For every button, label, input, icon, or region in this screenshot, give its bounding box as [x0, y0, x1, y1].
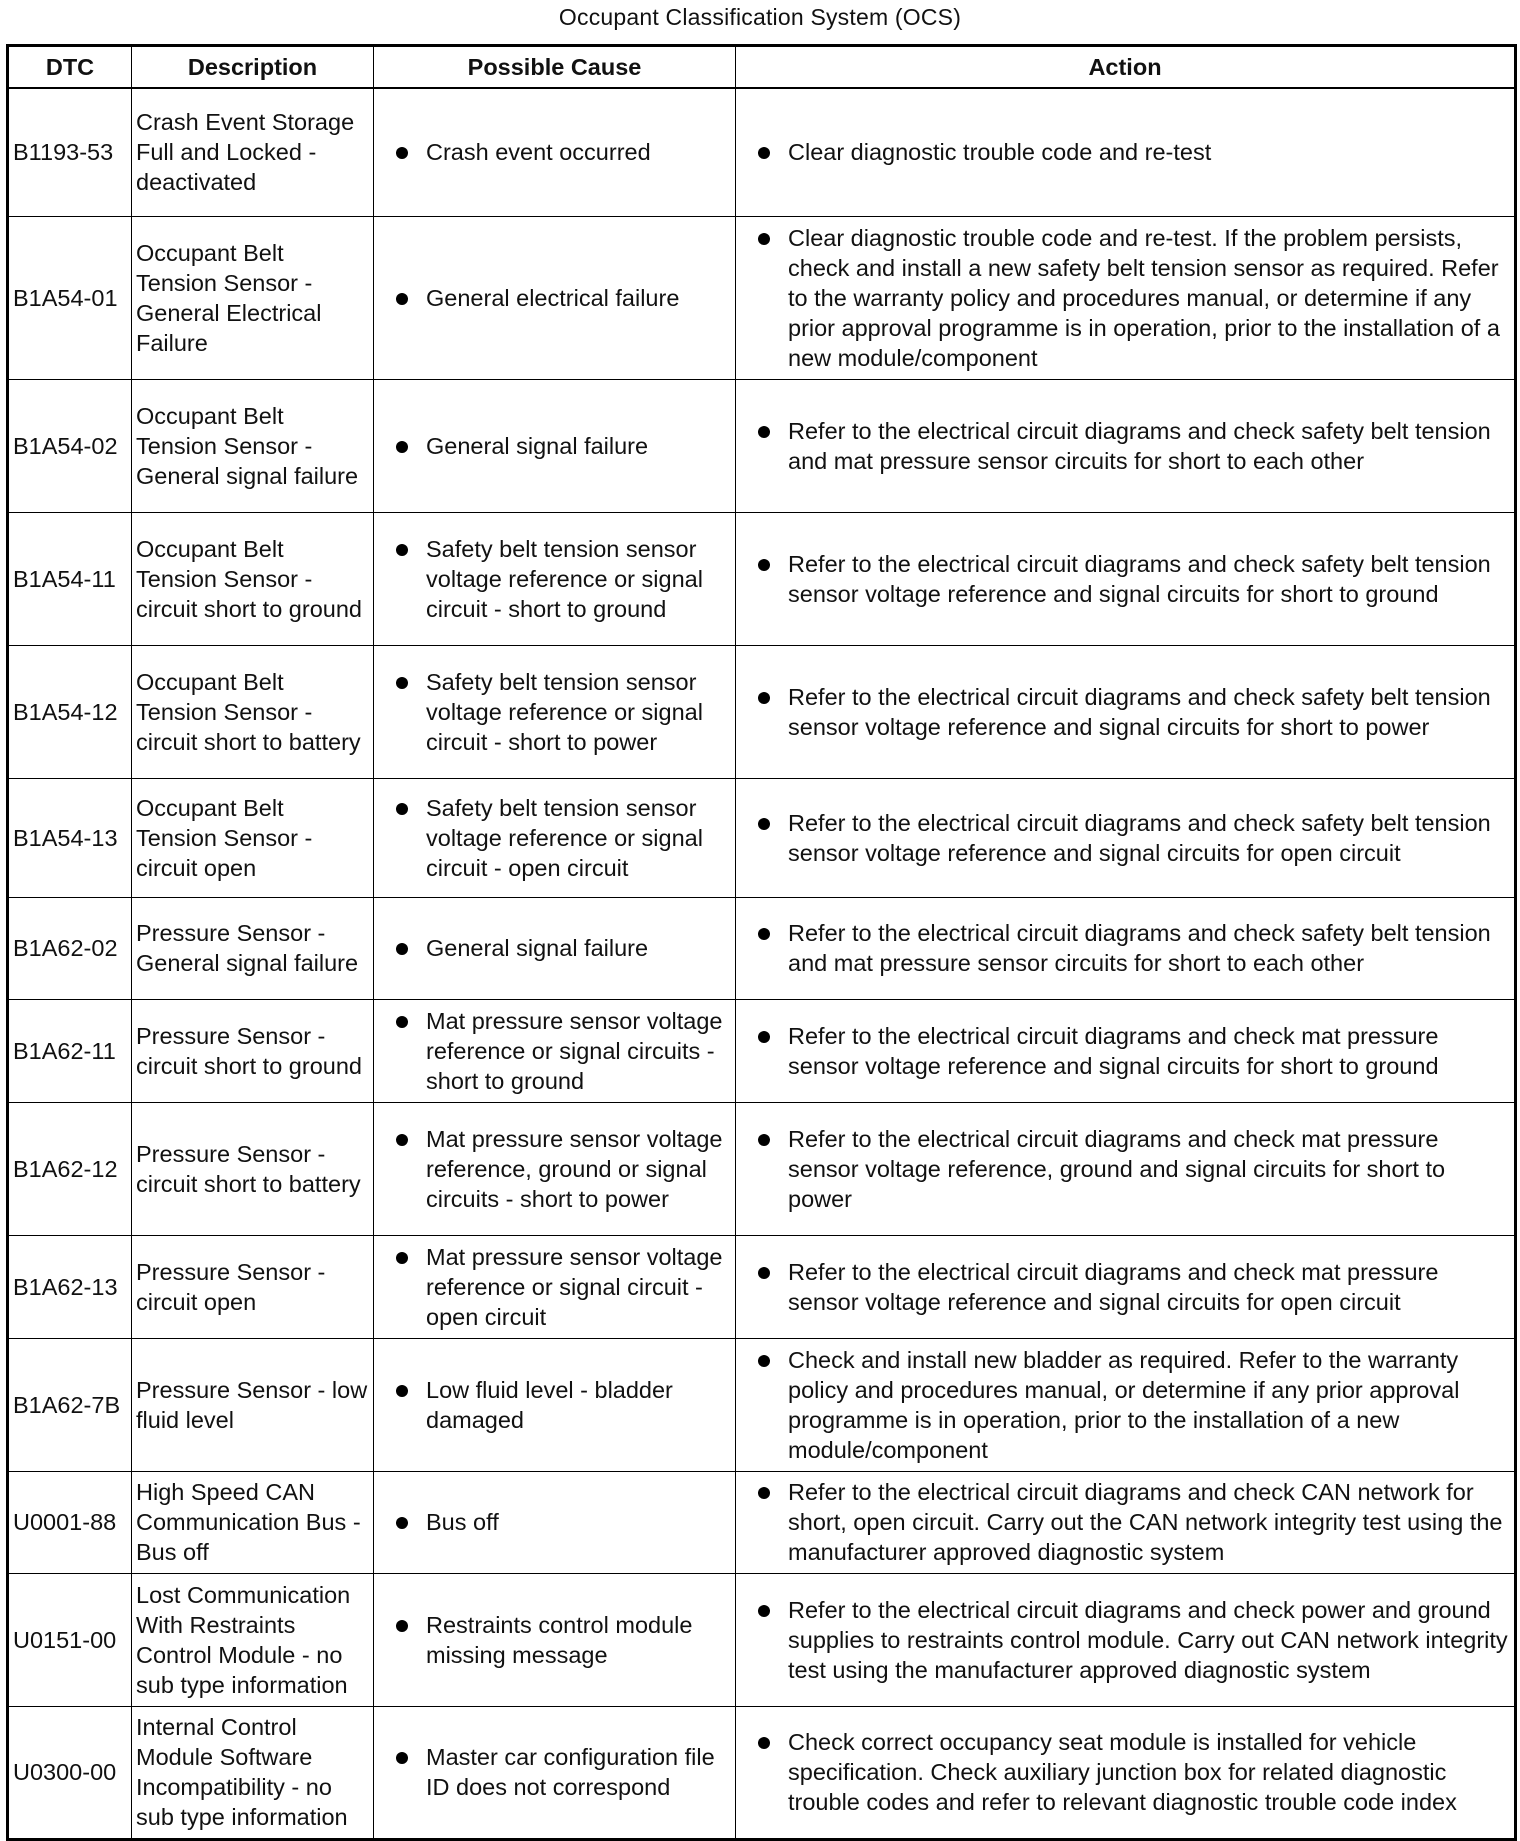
bullet-item [740, 918, 1510, 978]
bullet-list [740, 918, 1510, 978]
dtc-code: B1A54-11 [8, 512, 132, 645]
bullet-item [378, 137, 731, 167]
bullet-list [740, 808, 1510, 868]
table-row [8, 1573, 1516, 1706]
bullet-item [740, 549, 1510, 609]
bullet-item [378, 534, 731, 624]
possible-cause-cell [374, 1471, 736, 1573]
bullet-dot-icon [758, 928, 770, 940]
table-row [8, 1471, 1516, 1573]
action-text: Refer to the electrical circuit diagrams and check CAN network for short, open circuit. Carry out the CAN network integrity test using the manufacturer approved diagnostic system [788, 1479, 1503, 1565]
action-cell [736, 1235, 1516, 1338]
action-text: Refer to the electrical circuit diagrams and check safety belt tension sensor voltage reference and signal circuits for short to power [788, 683, 1491, 740]
action-text: Refer to the electrical circuit diagrams and check safety belt tension sensor voltage reference and signal circuits for open circuit [788, 809, 1491, 866]
bullet-item [740, 137, 1510, 167]
bullet-dot-icon [396, 1016, 408, 1028]
bullet-list [740, 1345, 1510, 1465]
header-dtc: DTC [8, 46, 132, 89]
header-row [8, 46, 1516, 89]
action-cell [736, 216, 1516, 379]
possible-cause-cell [374, 1235, 736, 1338]
possible-cause-text: Crash event occurred [426, 139, 651, 166]
dtc-description: Occupant Belt Tension Sensor - General signal failure [132, 379, 374, 512]
bullet-dot-icon [396, 1252, 408, 1264]
dtc-code: B1A62-11 [8, 999, 132, 1102]
action-cell [736, 512, 1516, 645]
possible-cause-text: Bus off [426, 1509, 499, 1535]
bullet-item [740, 416, 1510, 476]
dtc-description: Pressure Sensor - circuit short to battery [132, 1102, 374, 1235]
bullet-dot-icon [758, 692, 770, 704]
action-cell [736, 1706, 1516, 1839]
dtc-description: High Speed CAN Communication Bus - Bus off [132, 1471, 374, 1573]
bullet-dot-icon [758, 1487, 770, 1499]
dtc-code: B1193-53 [8, 88, 132, 216]
bullet-dot-icon [758, 818, 770, 830]
dtc-description: Occupant Belt Tension Sensor - circuit short to ground [132, 512, 374, 645]
dtc-description: Pressure Sensor - circuit open [132, 1235, 374, 1338]
bullet-item [378, 1375, 731, 1435]
bullet-list [740, 682, 1510, 742]
bullet-dot-icon [758, 147, 770, 159]
bullet-dot-icon [396, 544, 408, 556]
bullet-list [740, 1257, 1510, 1317]
possible-cause-text: Master car configuration file ID does not correspond [426, 1744, 715, 1800]
table-body [8, 88, 1516, 1839]
possible-cause-text: Safety belt tension sensor voltage reference or signal circuit - open circuit [426, 794, 703, 881]
bullet-dot-icon [758, 1134, 770, 1146]
possible-cause-text: Mat pressure sensor voltage reference, ground or signal circuits - short to power [426, 1125, 723, 1212]
bullet-item [378, 1006, 731, 1096]
bullet-dot-icon [758, 233, 770, 245]
dtc-description: Pressure Sensor - low fluid level [132, 1338, 374, 1471]
dtc-table [6, 44, 1517, 1841]
bullet-item [378, 283, 731, 313]
bullet-item [740, 1477, 1510, 1567]
dtc-code: B1A62-7B [8, 1338, 132, 1471]
dtc-description: Pressure Sensor - circuit short to ground [132, 999, 374, 1102]
bullet-dot-icon [758, 1267, 770, 1279]
table-row [8, 88, 1516, 216]
action-text: Check correct occupancy seat module is installed for vehicle specification. Check auxiliary junction box for related diagnostic trouble codes and refer to relevant diagnostic trouble code index [788, 1729, 1457, 1815]
action-cell [736, 1471, 1516, 1573]
dtc-code: B1A54-01 [8, 216, 132, 379]
bullet-dot-icon [396, 943, 408, 955]
action-cell [736, 1338, 1516, 1471]
dtc-description: Crash Event Storage Full and Locked - deactivated [132, 88, 374, 216]
possible-cause-text: General signal failure [426, 935, 649, 961]
bullet-dot-icon [758, 1605, 770, 1617]
action-cell [736, 778, 1516, 897]
bullet-item [378, 1507, 731, 1537]
bullet-dot-icon [758, 559, 770, 571]
header-description: Description [132, 46, 374, 89]
bullet-dot-icon [396, 677, 408, 689]
possible-cause-text: Mat pressure sensor voltage reference or signal circuits - short to ground [426, 1007, 723, 1094]
dtc-description: Occupant Belt Tension Sensor - circuit short to battery [132, 645, 374, 778]
possible-cause-cell [374, 88, 736, 216]
possible-cause-cell [374, 1338, 736, 1471]
dtc-description: Occupant Belt Tension Sensor - circuit open [132, 778, 374, 897]
header-possible-cause: Possible Cause [374, 46, 736, 89]
bullet-list [378, 1124, 731, 1214]
dtc-code: U0151-00 [8, 1573, 132, 1706]
action-cell [736, 1102, 1516, 1235]
bullet-list [740, 1595, 1510, 1685]
dtc-code: B1A62-12 [8, 1102, 132, 1235]
possible-cause-cell [374, 778, 736, 897]
action-text: Clear diagnostic trouble code and re-test. If the problem persists, check and install a new safety belt tension sensor as required. Refer to the warranty policy and procedures manual, or determine if any prior approval programme is in operation, prior to the installation of a new module/component [788, 224, 1500, 371]
action-text: Check and install new bladder as required. Refer to the warranty policy and procedures manual, or determine if any prior approval programme is in operation, prior to the installation of a new module/component [788, 1346, 1460, 1463]
possible-cause-text: General electrical failure [426, 284, 680, 311]
bullet-list [378, 431, 731, 461]
bullet-dot-icon [396, 803, 408, 815]
dtc-description: Lost Communication With Restraints Control Module - no sub type information [132, 1573, 374, 1706]
possible-cause-cell [374, 1102, 736, 1235]
bullet-dot-icon [396, 441, 408, 453]
action-text: Refer to the electrical circuit diagrams and check safety belt tension and mat pressure sensor circuits for short to each other [788, 920, 1491, 976]
action-text: Refer to the electrical circuit diagrams and check mat pressure sensor voltage reference and signal circuits for open circuit [788, 1258, 1439, 1315]
bullet-list [378, 1742, 731, 1802]
bullet-dot-icon [758, 1031, 770, 1043]
bullet-list [740, 416, 1510, 476]
bullet-list [740, 1021, 1510, 1081]
bullet-item [378, 1742, 731, 1802]
bullet-list [740, 549, 1510, 609]
possible-cause-cell [374, 645, 736, 778]
bullet-item [378, 793, 731, 883]
possible-cause-cell [374, 512, 736, 645]
possible-cause-text: Safety belt tension sensor voltage reference or signal circuit - short to power [426, 668, 703, 755]
bullet-dot-icon [396, 1134, 408, 1146]
bullet-dot-icon [396, 1385, 408, 1397]
bullet-item [378, 933, 731, 963]
possible-cause-cell [374, 999, 736, 1102]
bullet-dot-icon [758, 426, 770, 438]
dtc-code: B1A54-12 [8, 645, 132, 778]
table-row [8, 216, 1516, 379]
action-text: Refer to the electrical circuit diagrams and check power and ground supplies to restraints control module. Carry out CAN network integrity test using the manufacturer approved diagnostic system [788, 1596, 1508, 1683]
bullet-list [378, 137, 731, 167]
bullet-item [740, 1021, 1510, 1081]
bullet-list [378, 1507, 731, 1537]
bullet-list [378, 793, 731, 883]
table-row [8, 999, 1516, 1102]
possible-cause-text: Safety belt tension sensor voltage reference or signal circuit - short to ground [426, 535, 703, 622]
table-row [8, 379, 1516, 512]
table-row [8, 645, 1516, 778]
table-row [8, 1235, 1516, 1338]
table-row [8, 1706, 1516, 1839]
bullet-item [378, 1124, 731, 1214]
bullet-item [378, 667, 731, 757]
possible-cause-text: General signal failure [426, 432, 649, 459]
bullet-dot-icon [396, 1517, 408, 1529]
table-row [8, 1338, 1516, 1471]
possible-cause-text: Low fluid level - bladder damaged [426, 1376, 673, 1433]
possible-cause-cell [374, 379, 736, 512]
table-row [8, 512, 1516, 645]
action-cell [736, 1573, 1516, 1706]
bullet-list [740, 137, 1510, 167]
bullet-item [740, 1345, 1510, 1465]
bullet-item [740, 1257, 1510, 1317]
bullet-list [378, 1242, 731, 1332]
dtc-description: Occupant Belt Tension Sensor - General Electrical Failure [132, 216, 374, 379]
bullet-list [740, 1727, 1510, 1817]
bullet-item [740, 682, 1510, 742]
bullet-item [740, 1727, 1510, 1817]
action-cell [736, 379, 1516, 512]
bullet-dot-icon [396, 147, 408, 159]
action-text: Refer to the electrical circuit diagrams and check safety belt tension and mat pressure sensor circuits for short to each other [788, 417, 1491, 474]
possible-cause-cell [374, 216, 736, 379]
bullet-list [378, 283, 731, 313]
action-cell [736, 645, 1516, 778]
table-row [8, 897, 1516, 999]
dtc-code: B1A54-02 [8, 379, 132, 512]
bullet-item [740, 223, 1510, 373]
bullet-item [378, 431, 731, 461]
bullet-list [378, 1006, 731, 1096]
dtc-code: B1A54-13 [8, 778, 132, 897]
bullet-list [740, 1477, 1510, 1567]
action-cell [736, 999, 1516, 1102]
dtc-code: B1A62-13 [8, 1235, 132, 1338]
dtc-code: B1A62-02 [8, 897, 132, 999]
dtc-code: U0300-00 [8, 1706, 132, 1839]
bullet-dot-icon [758, 1355, 770, 1367]
bullet-dot-icon [396, 293, 408, 305]
action-cell [736, 88, 1516, 216]
possible-cause-cell [374, 1573, 736, 1706]
bullet-item [740, 1595, 1510, 1685]
bullet-list [378, 933, 731, 963]
action-cell [736, 897, 1516, 999]
action-text: Refer to the electrical circuit diagrams and check safety belt tension sensor voltage reference and signal circuits for short to ground [788, 550, 1491, 607]
bullet-dot-icon [758, 1737, 770, 1749]
bullet-item [378, 1610, 731, 1670]
bullet-list [378, 667, 731, 757]
bullet-list [740, 223, 1510, 373]
header-action: Action [736, 46, 1516, 89]
bullet-item [740, 1124, 1510, 1214]
bullet-list [378, 1610, 731, 1670]
bullet-list [378, 534, 731, 624]
table-row [8, 778, 1516, 897]
bullet-list [378, 1375, 731, 1435]
action-text: Refer to the electrical circuit diagrams and check mat pressure sensor voltage reference and signal circuits for short to ground [788, 1022, 1439, 1079]
possible-cause-text: Mat pressure sensor voltage reference or signal circuit - open circuit [426, 1243, 723, 1330]
possible-cause-text: Restraints control module missing message [426, 1611, 693, 1668]
bullet-item [740, 808, 1510, 868]
bullet-item [378, 1242, 731, 1332]
dtc-code: U0001-88 [8, 1471, 132, 1573]
page-title: Occupant Classification System (OCS) [558, 4, 962, 30]
dtc-description: Internal Control Module Software Incompatibility - no sub type information [132, 1706, 374, 1839]
table-row [8, 1102, 1516, 1235]
bullet-dot-icon [396, 1620, 408, 1632]
dtc-description: Pressure Sensor - General signal failure [132, 897, 374, 999]
bullet-list [740, 1124, 1510, 1214]
possible-cause-cell [374, 1706, 736, 1839]
action-text: Refer to the electrical circuit diagrams and check mat pressure sensor voltage reference, ground and signal circuits for short to power [788, 1125, 1446, 1212]
action-text: Clear diagnostic trouble code and re-test [788, 139, 1212, 166]
possible-cause-cell [374, 897, 736, 999]
bullet-dot-icon [396, 1752, 408, 1764]
